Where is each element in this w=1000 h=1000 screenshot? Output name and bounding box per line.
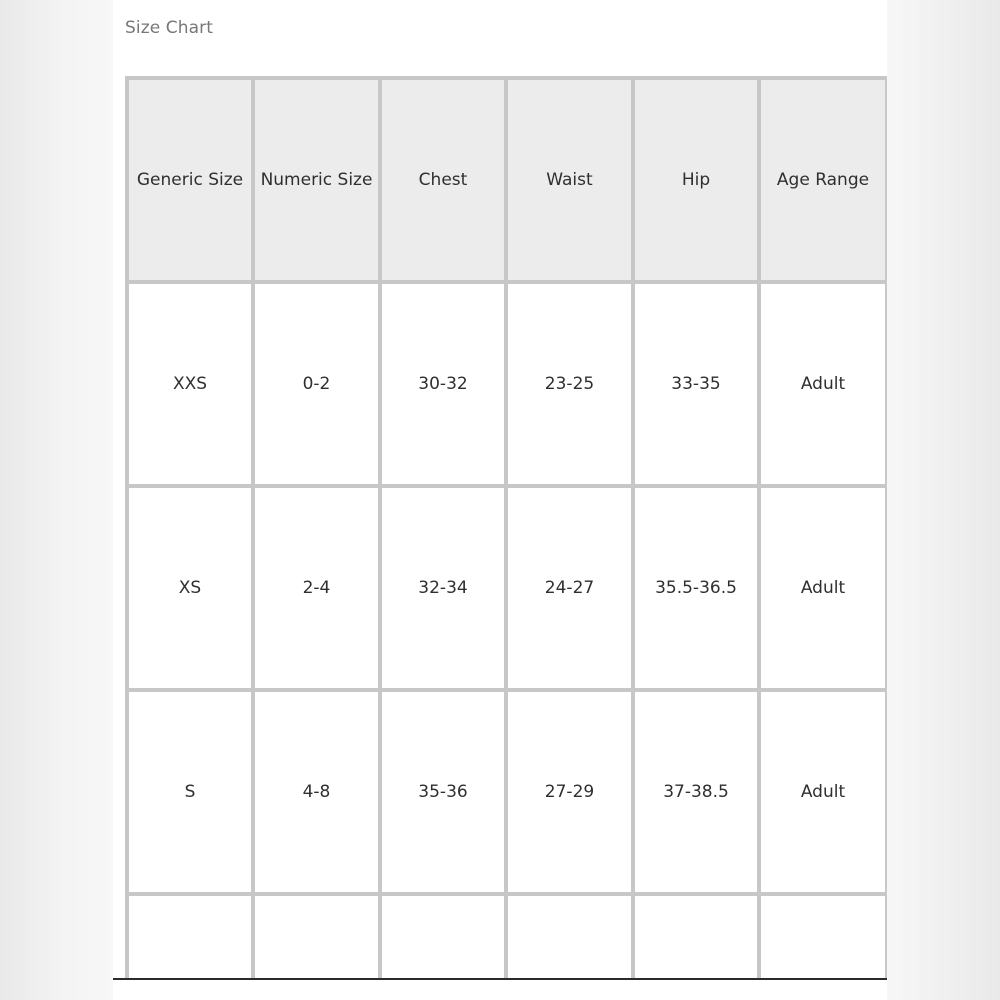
table-cell: 4-8 — [253, 690, 380, 894]
table-cell: 2-4 — [253, 486, 380, 690]
table-row — [127, 894, 887, 979]
column-header-chest: Chest — [380, 78, 506, 282]
table-cell — [759, 894, 887, 979]
page-title: Size Chart — [125, 18, 214, 38]
table-row — [127, 690, 887, 894]
table-cell: 35-36 — [380, 690, 506, 894]
size-chart-panel — [113, 0, 887, 979]
table-header-row — [127, 78, 887, 282]
column-header-age-range: Age Range — [759, 78, 887, 282]
column-header-generic-size: Generic Size — [127, 78, 253, 282]
table-cell — [380, 894, 506, 979]
table-row — [127, 486, 887, 690]
table-cell: Adult — [759, 486, 887, 690]
left-background — [0, 0, 113, 1000]
table-cell: XXS — [127, 282, 253, 486]
right-background — [887, 0, 1000, 1000]
table-cell — [506, 894, 633, 979]
table-cell: 33-35 — [633, 282, 759, 486]
table-cell: Adult — [759, 690, 887, 894]
column-header-waist: Waist — [506, 78, 633, 282]
table-cell: 0-2 — [253, 282, 380, 486]
column-header-hip: Hip — [633, 78, 759, 282]
table-cell: 32-34 — [380, 486, 506, 690]
table-cell: 30-32 — [380, 282, 506, 486]
table-cell: 27-29 — [506, 690, 633, 894]
table-cell: 24-27 — [506, 486, 633, 690]
table-cell — [127, 894, 253, 979]
size-chart-table — [125, 76, 887, 979]
table-cell — [633, 894, 759, 979]
table-cell: 23-25 — [506, 282, 633, 486]
table-cell: XS — [127, 486, 253, 690]
table-cell — [253, 894, 380, 979]
table-cell: 37-38.5 — [633, 690, 759, 894]
table-cell: S — [127, 690, 253, 894]
bottom-strip — [113, 980, 887, 1000]
table-row — [127, 282, 887, 486]
table-cell: 35.5-36.5 — [633, 486, 759, 690]
table-cell: Adult — [759, 282, 887, 486]
column-header-numeric-size: Numeric Size — [253, 78, 380, 282]
